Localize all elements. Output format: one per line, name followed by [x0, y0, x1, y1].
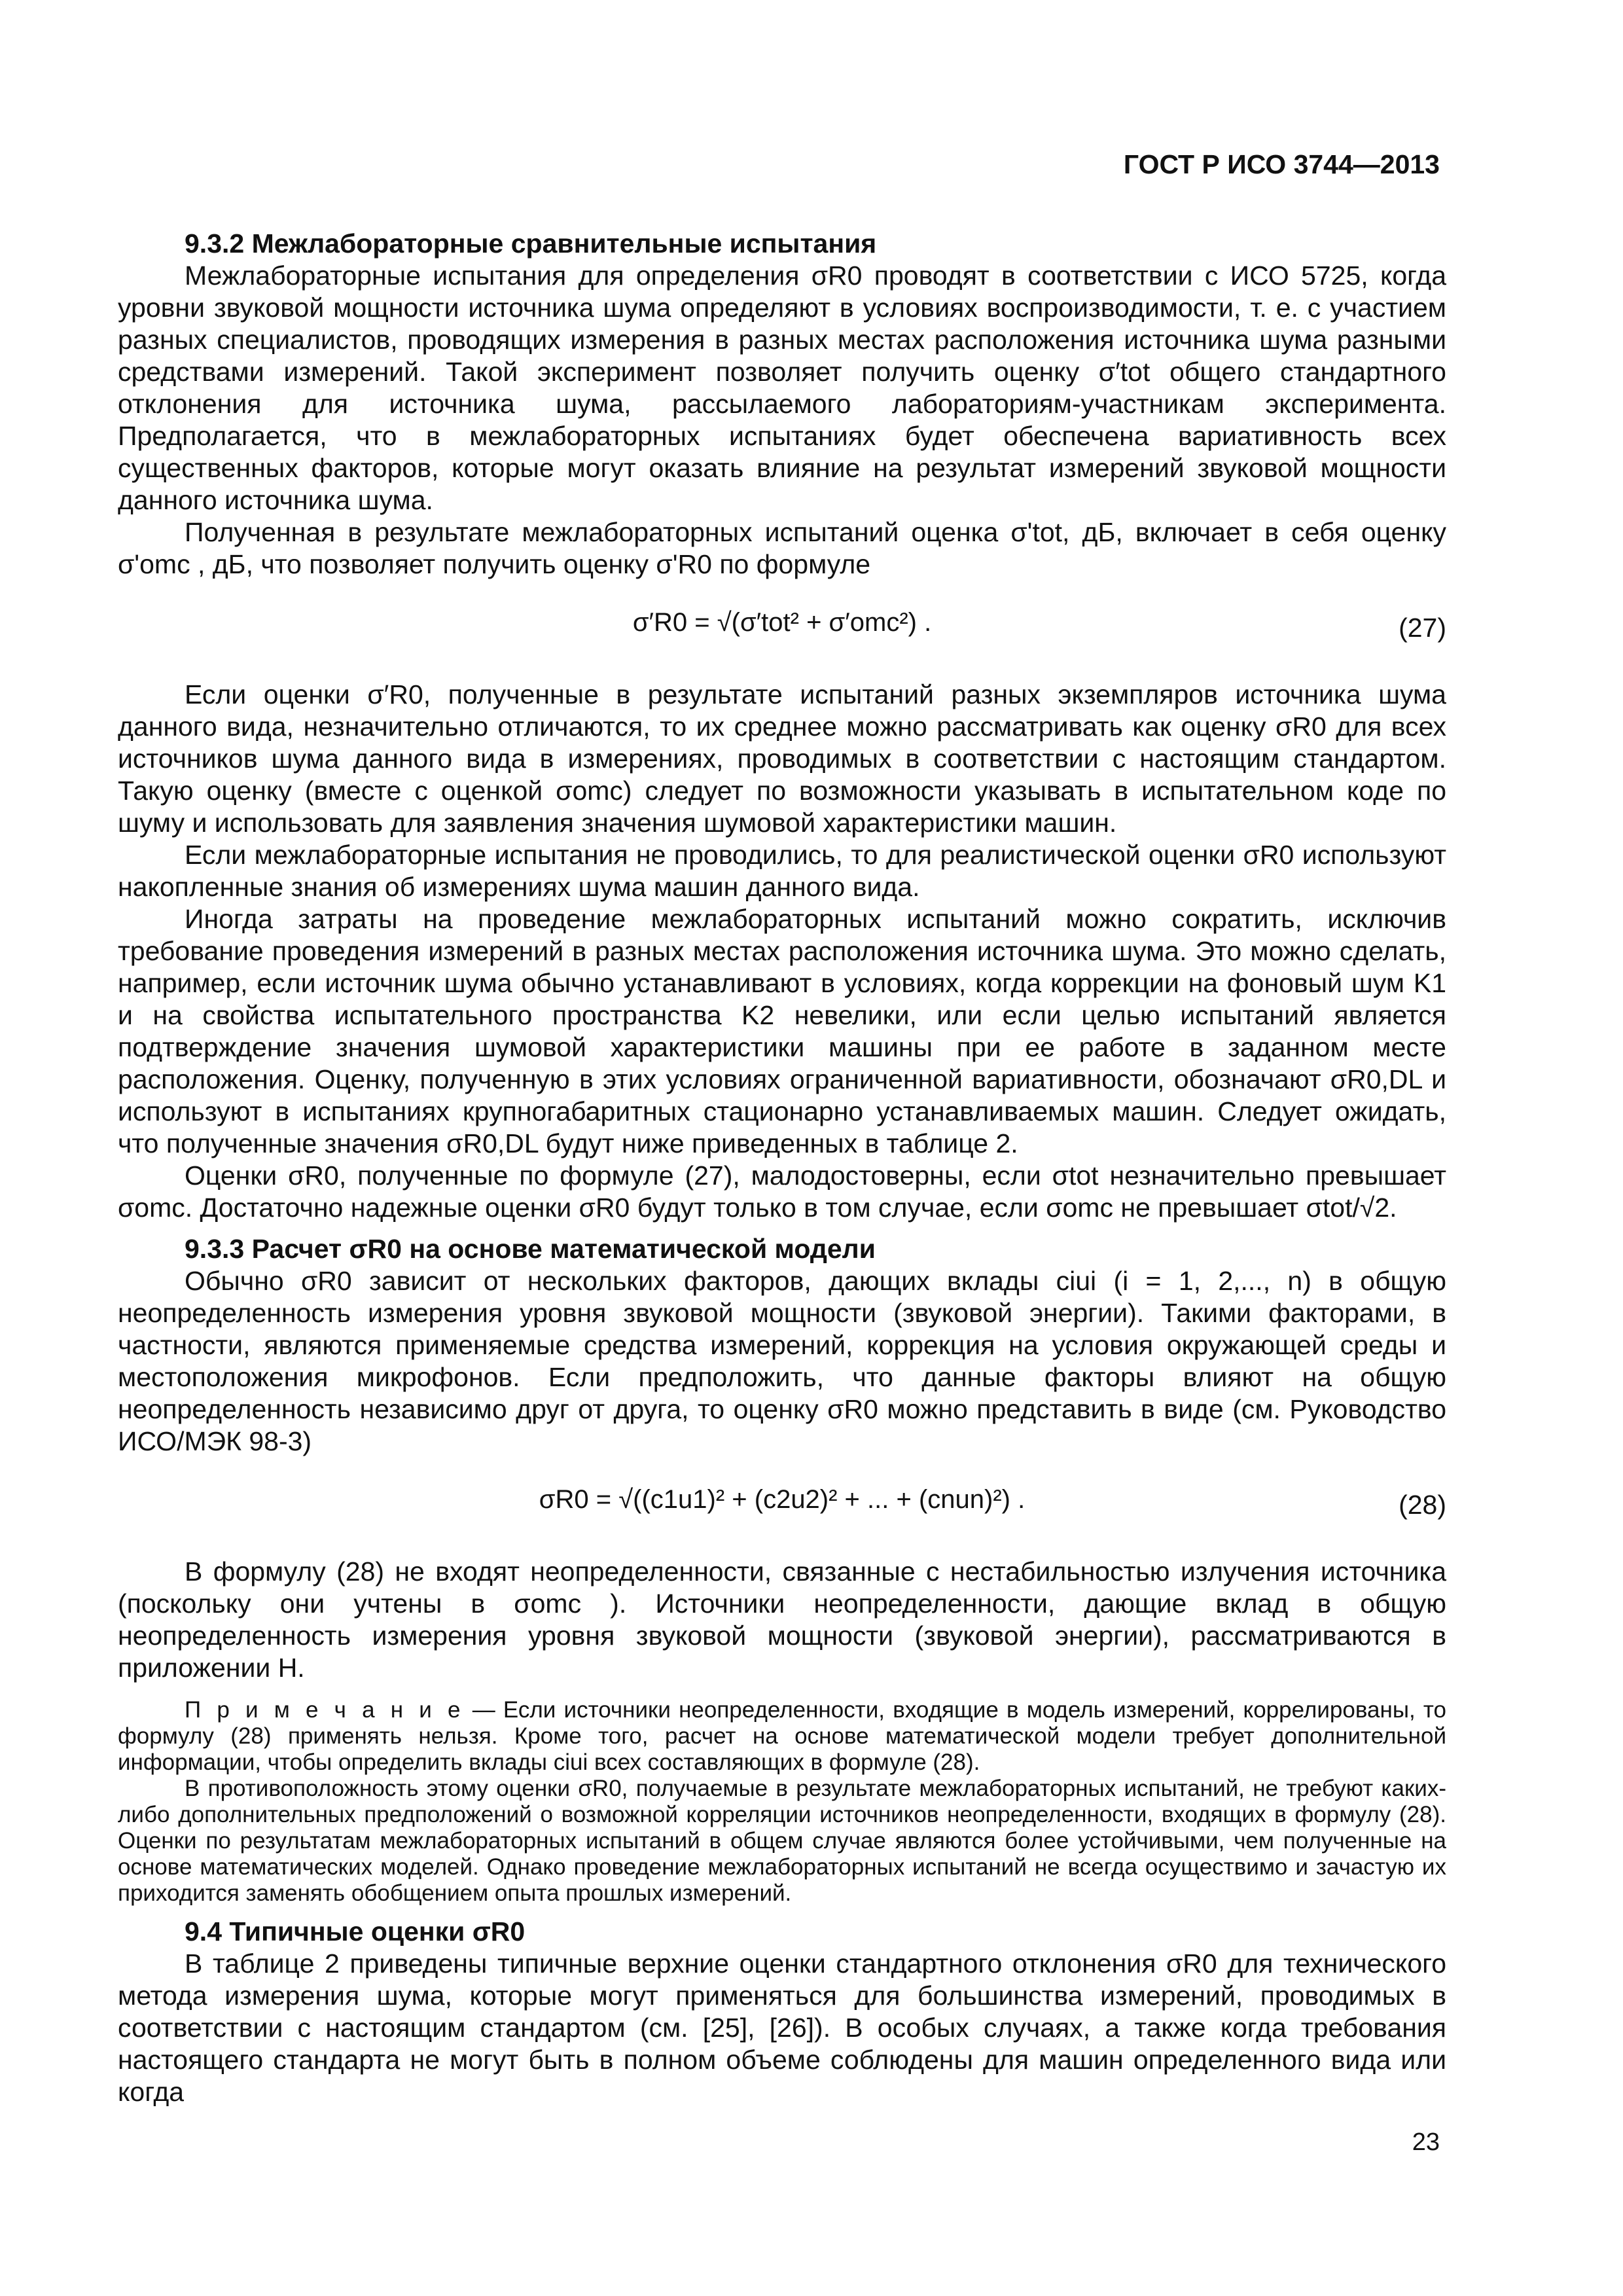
paragraph: Полученная в результате межлабораторных испытаний оценка σ'tot, дБ, включает в себя оценку σ'omc , дБ, что позволяет получить оценку σ'R0 по формуле — [118, 517, 1446, 579]
paragraph: Обычно σR0 зависит от нескольких факторов, дающих вклады ciui (i = 1, 2,..., n) в общую неопределенность измерения уровня звуковой мощности (звуковой энергии). Такими факторами, в частности, являются применяемые средства измерений, коррекция на условия окружающей среды и местоположения микрофонов. Если предположить, что данные факторы влияют на общую неопределенность независимо друг от друга, то оценку σR0 можно представить в виде (см. Руководство ИСО/МЭК 98-3) — [118, 1266, 1446, 1456]
note-block — [118, 1697, 1446, 1907]
page-content — [118, 228, 1446, 2108]
paragraph: Если межлабораторные испытания не проводились, то для реалистической оценки σR0 используют накопленные знания об измерениях шума машин данного вида. — [118, 840, 1446, 902]
paragraph: Оценки σR0, полученные по формуле (27), малодостоверны, если σtot незначительно превышает σomc. Достаточно надежные оценки σR0 будут только в том случае, если σomc не превышает σtot/√2. — [118, 1160, 1446, 1223]
page-number: 23 — [1412, 2128, 1440, 2156]
note-text: — Если источники неопределенности, входящие в модель измерений, коррелированы, то формулу (28) применять нельзя. Кроме того, расчет на основе математической модели требует дополнительной информации, чтобы определить вклады ciui всех составляющих в формуле (28). — [118, 1697, 1446, 1775]
paragraph: В формулу (28) не входят неопределенности, связанные с нестабильностью излучения источника (поскольку они учтены в σomc ). Источники неопределенности, дающие вклад в общую неопределенность измерения уровня звуковой мощности (звуковой энергии), рассматриваются в приложении H. — [118, 1556, 1446, 1683]
paragraph: Иногда затраты на проведение межлабораторных испытаний можно сократить, исключив требование проведения измерений в разных местах расположения источника шума. Это можно сделать, например, если источник шума обычно устанавливают в условиях, когда коррекции на фоновый шум K1 и на свойства испытательного пространства K2 невелики, или если целью испытаний является подтверждение значения шумовой характеристики машины при ее работе в заданном месте расположения. Оценку, полученную в этих условиях ограниченной вариативности, обозначают σR0,DL и используют в испытаниях крупногабаритных стационарно устанавливаемых машин. Следует ожидать, что полученные значения σR0,DL будут ниже приведенных в таблице 2. — [118, 904, 1446, 1158]
paragraph: В таблице 2 приведены типичные верхние оценки стандартного отклонения σR0 для технического метода измерения шума, которые могут применяться для большинства измерений, проводимых в соответствии с настоящим стандартом (см. [25], [26]). В особых случаях, а также когда требования настоящего стандарта не могут быть в полном объеме соблюдены для машин определенного вида или когда — [118, 1948, 1446, 2107]
note-label: П р и м е ч а н и е — [185, 1697, 465, 1723]
formula-number: (27) — [1399, 613, 1446, 643]
section-heading-9-4: 9.4 Типичные оценки σR0 — [185, 1916, 526, 1946]
formula-28 — [118, 1458, 1446, 1556]
paragraph: Если оценки σ′R0, полученные в результате испытаний разных экземпляров источника шума данного вида, незначительно отличаются, то их среднее можно рассматривать как оценку σR0 для всех источников шума данного вида в измерениях, проводимых в соответствии с настоящим стандартом. Такую оценку (вместе с оценкой σomc) следует по возможности указывать в испытательном коде по шуму и использовать для заявления значения шумовой характеристики машин. — [118, 679, 1446, 838]
formula-expression: σR0 = √((c1u1)² + (c2u2)² + ... + (cnun)²) . — [539, 1485, 1026, 1514]
formula-number: (28) — [1399, 1490, 1446, 1520]
section-heading-9-3-2: 9.3.2 Межлабораторные сравнительные испытания — [185, 228, 877, 259]
standard-header: ГОСТ Р ИСО 3744—2013 — [1123, 149, 1440, 179]
formula-27 — [118, 581, 1446, 679]
section-heading-9-3-3: 9.3.3 Расчет σR0 на основе математической модели — [185, 1234, 876, 1264]
note-paragraph — [118, 1697, 1446, 1776]
formula-expression: σ′R0 = √(σ′tot² + σ′omc²) . — [632, 608, 932, 637]
paragraph: Межлабораторные испытания для определения σR0 проводят в соответствии с ИСО 5725, когда уровни звуковой мощности источника шума определяют в условиях воспроизводимости, т. е. с участием разных специалистов, проводящих измерения в разных местах расположения источника шума разными средствами измерений. Такой эксперимент позволяет получить оценку σ′tot общего стандартного отклонения для источника шума, рассылаемого лабораториям-участникам эксперимента. Предполагается, что в межлабораторных испытаниях будет обеспечена вариативность всех существенных факторов, которые могут оказать влияние на результат измерений звуковой мощности данного источника шума. — [118, 260, 1446, 515]
note-paragraph: В противоположность этому оценки σR0, получаемые в результате межлабораторных испытаний, не требуют каких-либо дополнительных предположений о возможной корреляции источников неопределенности, входящих в формулу (28). Оценки по результатам межлабораторных испытаний в общем случае являются более устойчивыми, чем полученные на основе математических моделей. Однако проведение межлабораторных испытаний не всегда осуществимо и зачастую их приходится заменять обобщением опыта прошлых измерений. — [118, 1776, 1446, 1906]
